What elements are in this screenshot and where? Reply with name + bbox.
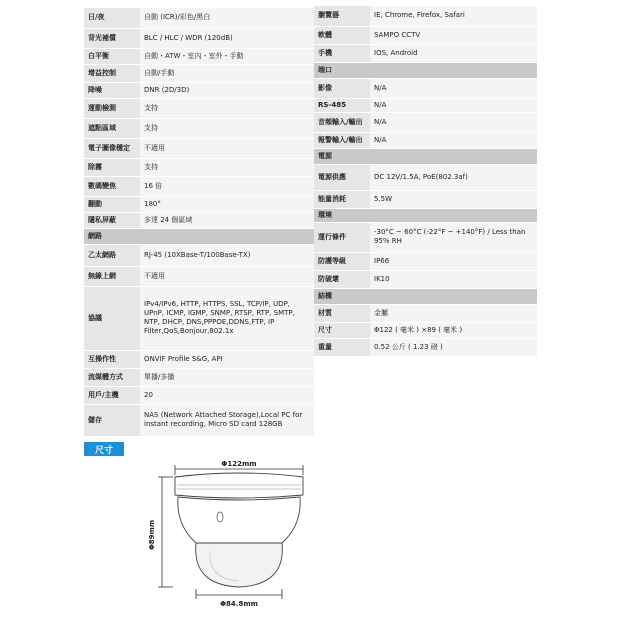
- spec-label: 降噪: [84, 82, 140, 98]
- spec-value: 支持: [140, 118, 314, 138]
- spec-row: [314, 322, 537, 338]
- spec-label: 增益控制: [84, 64, 140, 82]
- spec-value: N/A: [370, 98, 537, 112]
- bottom-width-label: Φ84.8mm: [220, 600, 258, 608]
- spec-row: [84, 404, 314, 436]
- spec-row: [84, 64, 314, 82]
- spec-value: 自動・ATW・室內・室外・手動: [140, 48, 314, 64]
- spec-row: [84, 158, 314, 176]
- spec-label: 防護等級: [314, 252, 370, 270]
- spec-label: 報警輸入/輸出: [314, 132, 370, 148]
- spec-label: 軟體: [314, 26, 370, 44]
- spec-label: 尺寸: [314, 322, 370, 338]
- spec-value: NAS (Network Attached Storage),Local PC for instant recording, Micro SD card 128GB: [140, 404, 314, 436]
- spec-row: [314, 164, 537, 190]
- spec-label: 背光補償: [84, 28, 140, 48]
- spec-row: [314, 98, 537, 112]
- spec-value: 0.52 公斤 ( 1.23 磅 ): [370, 338, 537, 356]
- section-header-row: [314, 148, 537, 164]
- spec-value: DNR (2D/3D): [140, 82, 314, 98]
- spec-row: [314, 44, 537, 62]
- spec-row: [84, 118, 314, 138]
- camera-dimension-drawing: [140, 455, 340, 615]
- spec-value: 16 倍: [140, 176, 314, 196]
- spec-label: 瀏覽器: [314, 6, 370, 26]
- spec-value: 不適用: [140, 266, 314, 286]
- spec-label: 乙太網路: [84, 244, 140, 266]
- spec-row: [314, 338, 537, 356]
- section-header-row: [314, 208, 537, 222]
- height-label: Φ89mm: [148, 519, 156, 551]
- spec-value: IE, Chrome, Firefox, Safari: [370, 6, 537, 26]
- spec-value: N/A: [370, 132, 537, 148]
- spec-value: 20: [140, 386, 314, 404]
- spec-label: 音頻輸入/輸出: [314, 112, 370, 132]
- spec-label: 協議: [84, 286, 140, 350]
- spec-label: 日/夜: [84, 8, 140, 28]
- spec-value: DC 12V/1.5A, PoE(802.3af): [370, 164, 537, 190]
- spec-label: 材質: [314, 304, 370, 322]
- spec-row: [84, 138, 314, 158]
- spec-label: 除霧: [84, 158, 140, 176]
- spec-row: [314, 270, 537, 288]
- section-title: 端口: [314, 62, 537, 78]
- spec-row: [314, 112, 537, 132]
- spec-row: [84, 48, 314, 64]
- spec-row: [84, 176, 314, 196]
- spec-value: 180°: [140, 196, 314, 212]
- dimension-section-badge: 尺寸: [84, 442, 124, 456]
- section-title: 環境: [314, 208, 537, 222]
- section-title: 電源: [314, 148, 537, 164]
- right-spec-table: [314, 6, 537, 357]
- spec-value: 支持: [140, 98, 314, 118]
- spec-label: 防破壞: [314, 270, 370, 288]
- spec-value: RJ-45 (10XBase-T/100Base-TX): [140, 244, 314, 266]
- section-title: 結構: [314, 288, 537, 304]
- spec-value: 多達 24 個區域: [140, 212, 314, 228]
- spec-row: [314, 304, 537, 322]
- spec-label: 互操作性: [84, 350, 140, 368]
- spec-value: BLC / HLC / WDR (120dB): [140, 28, 314, 48]
- spec-row: [84, 368, 314, 386]
- spec-row: [84, 244, 314, 266]
- spec-value: IPv4/IPv6, HTTP, HTTPS, SSL, TCP/IP, UDP, UPnP, ICMP, IGMP, SNMP, RTSP, RTP, SMTP, NTP, DHCP, DNS,PPPOE,DDNS,FTP, IP Filter,QoS,Bonjour,802.1x: [140, 286, 314, 350]
- spec-row: [314, 6, 537, 26]
- spec-row: [314, 26, 537, 44]
- spec-label: 電源供應: [314, 164, 370, 190]
- spec-value: Φ122 ( 毫米 ) ×89 ( 毫米 ): [370, 322, 537, 338]
- spec-row: [84, 82, 314, 98]
- spec-row: [84, 28, 314, 48]
- spec-label: 翻動: [84, 196, 140, 212]
- spec-row: [84, 266, 314, 286]
- section-header-row: [314, 62, 537, 78]
- spec-row: [314, 132, 537, 148]
- spec-value: 5.5W: [370, 190, 537, 208]
- spec-value: N/A: [370, 112, 537, 132]
- spec-value: 金屬: [370, 304, 537, 322]
- spec-row: [314, 222, 537, 252]
- spec-label: 無線上網: [84, 266, 140, 286]
- spec-row: [314, 252, 537, 270]
- spec-label: 數碼變焦: [84, 176, 140, 196]
- spec-label: RS-485: [314, 98, 370, 112]
- spec-label: 能量消耗: [314, 190, 370, 208]
- spec-row: [84, 212, 314, 228]
- spec-row: [84, 98, 314, 118]
- spec-row: [84, 350, 314, 368]
- spec-row: [84, 286, 314, 350]
- section-header-row: [314, 288, 537, 304]
- screw-hole: [217, 512, 223, 522]
- spec-row: [314, 78, 537, 98]
- spec-value: 單播/多播: [140, 368, 314, 386]
- spec-value: IK10: [370, 270, 537, 288]
- camera-body: [178, 497, 300, 543]
- spec-label: 手機: [314, 44, 370, 62]
- spec-value: IP66: [370, 252, 537, 270]
- camera-dome: [196, 543, 283, 587]
- spec-label: 用戶/主機: [84, 386, 140, 404]
- left-spec-table: [84, 8, 314, 437]
- spec-row: [84, 8, 314, 28]
- section-title: 網路: [84, 228, 314, 244]
- spec-label: 重量: [314, 338, 370, 356]
- spec-label: 影像: [314, 78, 370, 98]
- spec-row: [84, 196, 314, 212]
- top-width-label: Φ122mm: [221, 460, 257, 468]
- spec-value: 自動 (ICR)/彩色/黑白: [140, 8, 314, 28]
- camera-flange: [175, 473, 303, 498]
- section-header-row: [84, 228, 314, 244]
- spec-value: IOS, Android: [370, 44, 537, 62]
- spec-value: 不適用: [140, 138, 314, 158]
- spec-value: 支持: [140, 158, 314, 176]
- spec-label: 隱私屏蔽: [84, 212, 140, 228]
- spec-label: 電子圖像穩定: [84, 138, 140, 158]
- spec-value: SAMPO CCTV: [370, 26, 537, 44]
- spec-label: 遮點區域: [84, 118, 140, 138]
- spec-label: 運動檢測: [84, 98, 140, 118]
- spec-label: 運行條件: [314, 222, 370, 252]
- spec-value: ONVIF Profile S&G, API: [140, 350, 314, 368]
- spec-value: N/A: [370, 78, 537, 98]
- spec-label: 儲存: [84, 404, 140, 436]
- spec-row: [314, 190, 537, 208]
- spec-label: 流媒體方式: [84, 368, 140, 386]
- spec-value: -30°C ~ 60°C (-22°F ~ +140°F) / Less than 95% RH: [370, 222, 537, 252]
- spec-value: 自動/手動: [140, 64, 314, 82]
- spec-label: 白平衡: [84, 48, 140, 64]
- spec-row: [84, 386, 314, 404]
